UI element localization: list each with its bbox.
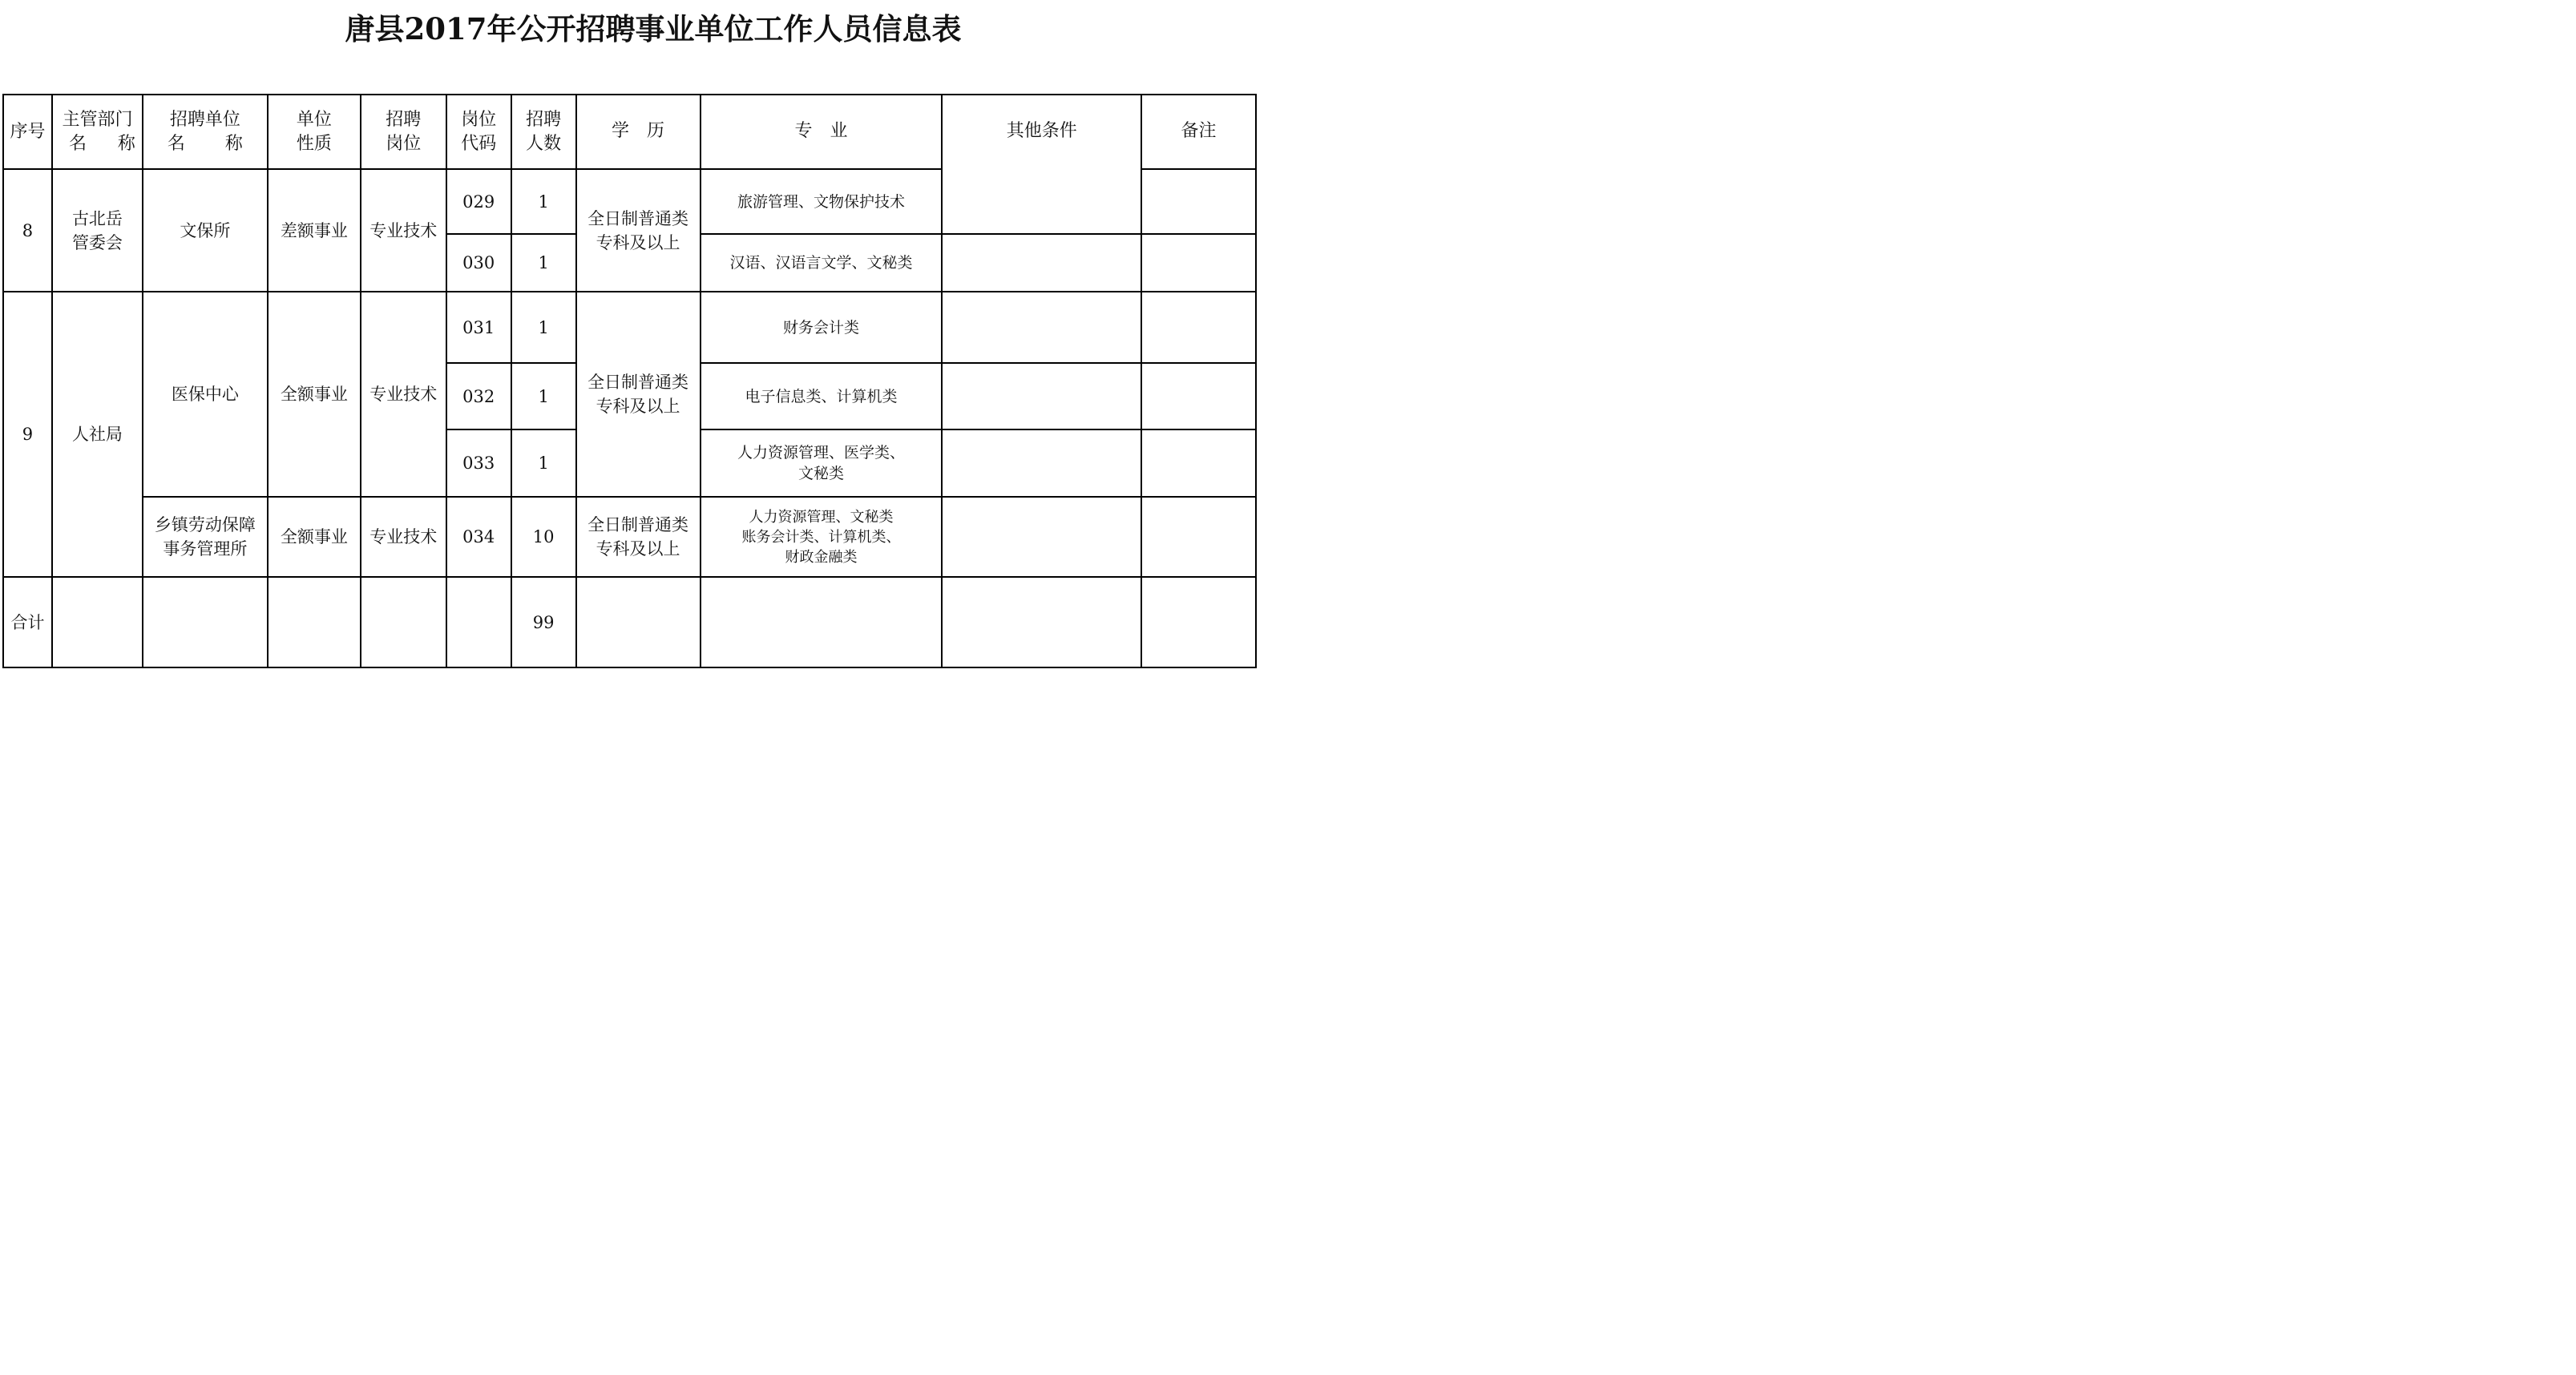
major-cell: 汉语、汉语言文学、文秘类 bbox=[701, 234, 943, 292]
code-cell: 029 bbox=[446, 169, 511, 234]
code-cell: 033 bbox=[446, 429, 511, 497]
header-major: 专 业 bbox=[701, 95, 943, 169]
nature-cell: 全额事业 bbox=[268, 497, 361, 577]
empty-cell bbox=[1141, 577, 1256, 667]
count-cell: 1 bbox=[511, 363, 576, 429]
dept-cell: 人社局 bbox=[52, 292, 143, 577]
unit-cell: 文保所 bbox=[143, 169, 268, 292]
other-cell bbox=[942, 234, 1141, 292]
nature-cell: 全额事业 bbox=[268, 292, 361, 497]
nature-cell: 差额事业 bbox=[268, 169, 361, 292]
other-cell bbox=[942, 292, 1141, 363]
remark-cell bbox=[1141, 292, 1256, 363]
header-row bbox=[3, 95, 1256, 169]
empty-cell bbox=[268, 577, 361, 667]
remark-cell bbox=[1141, 497, 1256, 577]
remark-cell bbox=[1141, 363, 1256, 429]
remark-cell bbox=[1141, 169, 1256, 234]
count-cell: 1 bbox=[511, 169, 576, 234]
total-row bbox=[3, 577, 1256, 667]
empty-cell bbox=[446, 577, 511, 667]
header-dept: 主管部门 名 称 bbox=[52, 95, 143, 169]
empty-cell bbox=[361, 577, 446, 667]
major-cell: 人力资源管理、文秘类 账务会计类、计算机类、 财政金融类 bbox=[701, 497, 943, 577]
unit-cell: 乡镇劳动保障 事务管理所 bbox=[143, 497, 268, 577]
header-seq: 序号 bbox=[3, 95, 52, 169]
code-cell: 031 bbox=[446, 292, 511, 363]
page-title: 唐县2017年公开招聘事业单位工作人员信息表 bbox=[345, 11, 962, 46]
education-cell: 全日制普通类 专科及以上 bbox=[576, 497, 701, 577]
empty-cell bbox=[576, 577, 701, 667]
major-cell: 电子信息类、计算机类 bbox=[701, 363, 943, 429]
recruitment-table bbox=[2, 94, 1257, 668]
major-cell: 人力资源管理、医学类、 文秘类 bbox=[701, 429, 943, 497]
count-cell: 1 bbox=[511, 292, 576, 363]
code-cell: 034 bbox=[446, 497, 511, 577]
education-cell: 全日制普通类 专科及以上 bbox=[576, 292, 701, 497]
header-post: 招聘 岗位 bbox=[361, 95, 446, 169]
count-cell: 1 bbox=[511, 234, 576, 292]
empty-cell bbox=[701, 577, 943, 667]
header-unit: 招聘单位 名 称 bbox=[143, 95, 268, 169]
education-cell: 全日制普通类 专科及以上 bbox=[576, 169, 701, 292]
remark-cell bbox=[1141, 429, 1256, 497]
post-cell: 专业技术 bbox=[361, 169, 446, 292]
remark-cell bbox=[1141, 234, 1256, 292]
post-cell: 专业技术 bbox=[361, 497, 446, 577]
header-count: 招聘 人数 bbox=[511, 95, 576, 169]
empty-cell bbox=[143, 577, 268, 667]
major-cell: 财务会计类 bbox=[701, 292, 943, 363]
count-cell: 1 bbox=[511, 429, 576, 497]
table-row bbox=[3, 497, 1256, 577]
total-count: 99 bbox=[511, 577, 576, 667]
header-code: 岗位 代码 bbox=[446, 95, 511, 169]
code-cell: 030 bbox=[446, 234, 511, 292]
other-cell bbox=[942, 363, 1141, 429]
header-nature: 单位 性质 bbox=[268, 95, 361, 169]
other-cell bbox=[942, 497, 1141, 577]
post-cell: 专业技术 bbox=[361, 292, 446, 497]
unit-cell: 医保中心 bbox=[143, 292, 268, 497]
seq-cell: 9 bbox=[3, 292, 52, 577]
total-label: 合计 bbox=[3, 577, 52, 667]
header-remark: 备注 bbox=[1141, 95, 1256, 169]
header-education: 学 历 bbox=[576, 95, 701, 169]
header-other: 其他条件 bbox=[942, 95, 1141, 234]
code-cell: 032 bbox=[446, 363, 511, 429]
count-cell: 10 bbox=[511, 497, 576, 577]
table-row bbox=[3, 292, 1256, 363]
seq-cell: 8 bbox=[3, 169, 52, 292]
major-cell: 旅游管理、文物保护技术 bbox=[701, 169, 943, 234]
empty-cell bbox=[52, 577, 143, 667]
dept-cell: 古北岳 管委会 bbox=[52, 169, 143, 292]
other-cell bbox=[942, 429, 1141, 497]
empty-cell bbox=[942, 577, 1141, 667]
